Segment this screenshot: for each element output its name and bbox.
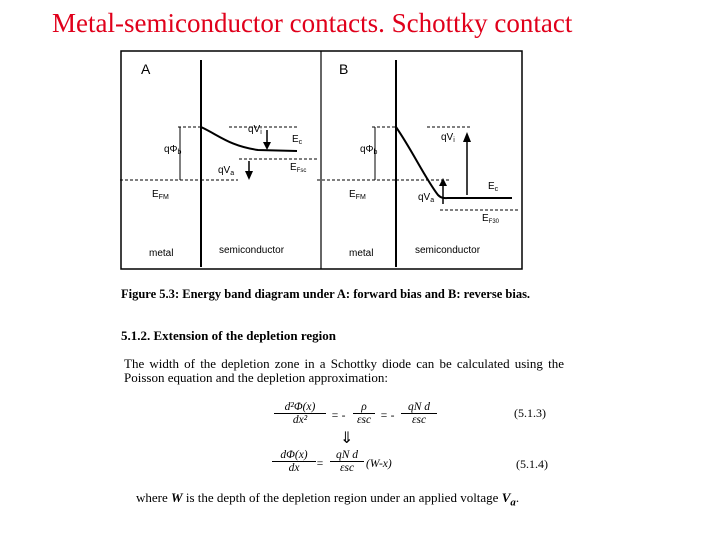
implies-arrow: ⇓ (340, 430, 354, 447)
band-diagram-svg (120, 50, 523, 270)
panel-b-semiconductor-label: semiconductor (415, 245, 481, 256)
energy-band-figure (120, 50, 523, 270)
panel-b-letter: B (339, 61, 349, 77)
where-va-symbol: V (501, 490, 511, 505)
eq2-number: (5.1.4) (516, 457, 548, 471)
where-sentence: where W is the depth of the depletion region under an applied voltage $V_a$. (136, 490, 520, 509)
panel-b-efsc-label: $E_{F30}$ (482, 213, 500, 225)
eq1-rhs-fraction: qN d εsc (401, 401, 437, 426)
eq2-rhs-fraction: qN d εsc (330, 449, 364, 474)
section-heading: 5.1.2. Extension of the depletion region (121, 328, 336, 343)
panel-a-semiconductor-label: semiconductor (219, 245, 285, 256)
caption-text: : Energy band diagram under A: forward bias and B: reverse bias. (174, 287, 531, 301)
eq2-tail: (W-x) (366, 458, 392, 470)
panel-a-letter: A (141, 61, 151, 77)
where-w-symbol: W (171, 490, 183, 505)
eq1-equals: = - (331, 410, 346, 422)
panel-b-efm-label: $E_{FM}$ (349, 189, 366, 201)
panel-a-efsc-label: $E_{Fsc}$ (290, 162, 307, 174)
eq1-mid-fraction: ρ εsc (353, 401, 375, 426)
eq1-number: (5.1.3) (514, 406, 546, 420)
eq1-equals-2: = - (380, 410, 395, 422)
slide-title: Metal-semiconductor contacts. Schottky contact (52, 8, 573, 38)
caption-label: Figure 5.3 (121, 287, 175, 301)
panel-b-ec-label: $E_c$ (488, 181, 499, 193)
eq2-equals: = (316, 458, 324, 470)
figure-caption (121, 287, 531, 301)
panel-a-ec-label: $E_c$ (292, 134, 303, 146)
panel-a-efm-label: $E_{FM}$ (152, 189, 169, 201)
panel-a-qva-label: $qV_a$ (218, 165, 235, 177)
panel-b-metal-label: metal (349, 248, 374, 259)
panel-a-qvi-label: $qV_i$ (248, 124, 262, 136)
panel-a-qphib-label: $q\Phi_b$ (164, 144, 182, 156)
eq1-lhs-fraction: $\frac{\text{d²Φ(x)}}{\text{dx²}}$ (274, 401, 326, 426)
panel-a-metal-label: metal (149, 248, 174, 259)
eq2-lhs-fraction: $\frac{d\Phi(x)}{dx}$ (272, 449, 316, 474)
panel-b-qvi-label: $qV_i$ (441, 132, 455, 144)
panel-b-qva-label: $qV_a$ (418, 192, 435, 204)
intro-paragraph: The width of the depletion zone in a Schottky diode can be calculated using the Poisson equation and the depletion approximation: (124, 356, 564, 385)
panel-b-qphib-label: $q\Phi_b$ (360, 144, 378, 156)
